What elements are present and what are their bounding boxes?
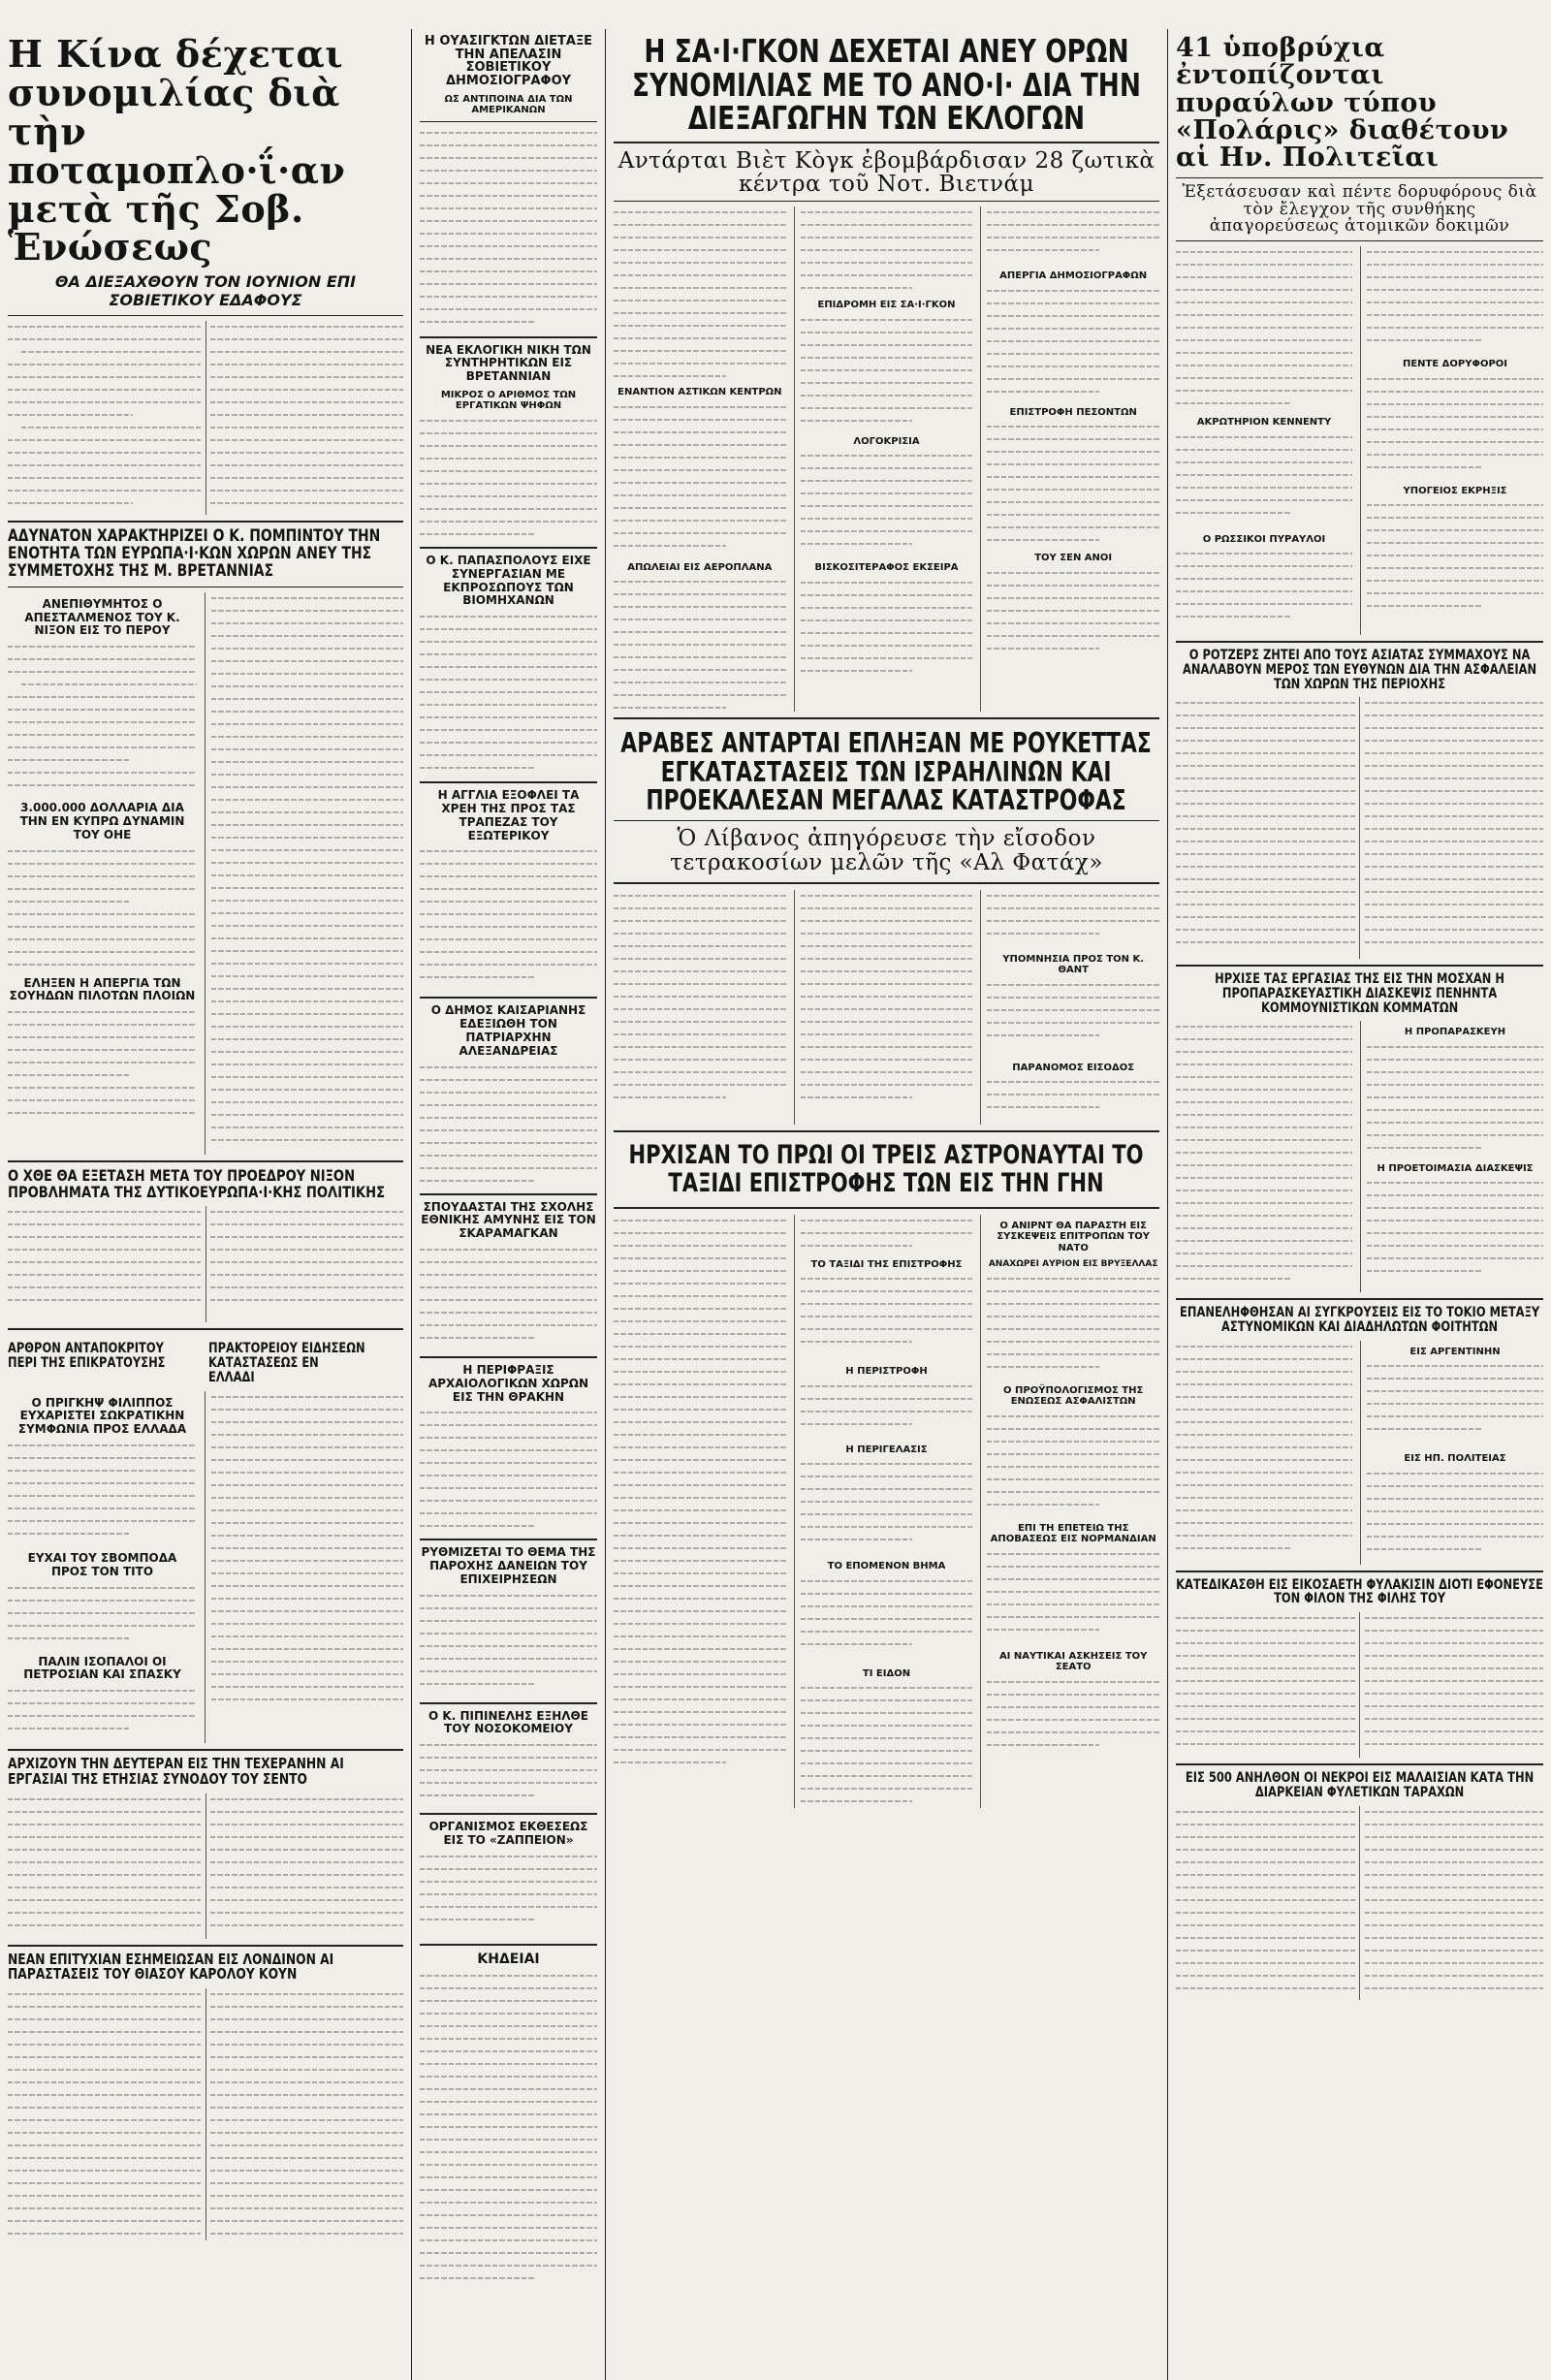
subhead-orbit: Η ΠΕΡΙΓΕΛΑΣΙΣ (845, 1444, 928, 1455)
left-subcolumn (8, 1391, 197, 1744)
right-subcolumn (205, 592, 403, 1155)
headline-rogers: Ο ΡΟΤΖΕΡΣ ΖΗΤΕΙ ΑΠΟ ΤΟΥΣ ΑΣΙΑΤΑΣ ΣΥΜΜΑΧΟΥΣ ΝΑ ΑΝΑΛΑΒΟΥΝ ΜΕΡΟΣ ΤΩΝ ΕΥΘΥΝΩΝ ΔΙΑ ΤΗΝ ΑΣΦΑΛΕΙΑΝ ΤΩΝ ΧΩΡΩΝ ΤΗΣ ΠΕΡΙΟΧΗΣ (1182, 648, 1537, 692)
story-row (1176, 246, 1543, 635)
divider (420, 121, 597, 122)
subhead-return-fallen: ΕΠΙΣΤΡΟΦΗ ΠΕΣΟΝΤΩΝ (1009, 406, 1137, 418)
subcolumn (794, 1215, 973, 1809)
article-body (801, 450, 973, 556)
article-body (614, 206, 786, 381)
article-body (420, 415, 597, 541)
lead-headline-polaris: 41 ὑποβρύχια ἐντοπίζονται πυραύλων τύπου «Πολάρις» διαθέτουν αἱ Ην. Πολιτεῖαι (1176, 33, 1509, 174)
article-body (801, 314, 973, 430)
article-body (987, 979, 1159, 1057)
divider (1176, 1763, 1543, 1765)
lead-headline-saigon: Η ΣΑ·Ι·ΓΚΟΝ ΔΕΧΕΤΑΙ ΑΝΕΥ ΟΡΩΝ ΣΥΝΟΜΙΛΙΑΣ ΜΕ ΤΟ ΑΝΟ·Ι· ΔΙΑ ΤΗΝ ΔΙΕΞΑΓΩΓΗΝ ΤΩΝ ΕΚΛΟΓΩΝ (632, 32, 1141, 138)
subhead-argentina: ΕΙΣ ΑΡΓΕΝΤΙΝΗΝ (1409, 1346, 1501, 1357)
column-4 (1168, 29, 1551, 2380)
subhead-underground-blast: ΥΠΟΓΕΙΟΣ ΕΚΡΗΞΙΣ (1403, 485, 1507, 496)
divider (1176, 1298, 1543, 1300)
article-body (801, 206, 973, 294)
article-body (614, 890, 786, 1113)
subhead-preparatory-conference: Η ΠΡΟΕΤΟΙΜΑΣΙΑ ΔΙΑΣΚΕΨΙΣ (1377, 1162, 1534, 1174)
headline-moscow-conference: ΗΡΧΙΣΕ ΤΑΣ ΕΡΓΑΣΙΑΣ ΤΗΣ ΕΙΣ ΤΗΝ ΜΟΣΧΑΝ Η ΠΡΟΠΑΡΑΣΚΕΥΑΣΤΙΚΗ ΔΙΑΣΚΕΨΙΣ ΠΕΝΗΝΤΑ ΚΟΜΜΟΥΝΙΣΤΙΚΩΝ ΚΟΜΜΑΤΩΝ (1215, 971, 1505, 1016)
headline-pair (8, 1336, 403, 1390)
subhead-labour-votes: ΜΙΚΡΟΣ Ο ΑΡΙΘΜΟΣ ΤΩΝ ΕΡΓΑΤΙΚΩΝ ΨΗΦΩΝ (440, 389, 577, 412)
divider (420, 997, 597, 999)
subhead-thant: ΥΠΟΜΝΗΣΙΑ ΠΡΟΣ ΤΟΝ Κ. ΘΑΝΤ (1002, 953, 1145, 976)
divider (8, 1328, 403, 1330)
subhead-what-they-saw: ΤΙ ΕΙΔΟΝ (862, 1667, 911, 1679)
divider (1176, 240, 1543, 241)
divider (8, 1945, 403, 1947)
divider (420, 1356, 597, 1358)
article-body (987, 1273, 1159, 1380)
subcolumn (1360, 1341, 1543, 1565)
article-body (801, 1575, 973, 1663)
article-body (987, 285, 1159, 401)
article-body (1367, 373, 1543, 480)
subhead-cape-kennedy: ΑΚΡΩΤΗΡΙΟΝ ΚΕΝΝΕΝΤΥ (1196, 417, 1332, 428)
article-body (8, 1006, 197, 1123)
subhead-journalists-strike: ΑΠΕΡΓΙΑ ΔΗΜΟΣΙΟΓΡΑΦΩΝ (999, 270, 1148, 282)
article-body (1176, 431, 1352, 528)
deck-vietcong: Αντάρται Βιὲτ Κὸγκ ἐβομβάρδισαν 28 ζωτικὰ κέντρα τοῦ Νοτ. Βιετνάμ (617, 147, 1155, 198)
divider (1176, 965, 1543, 967)
divider (1176, 177, 1543, 178)
headline-pipinelis: Ο Κ. ΠΙΠΙΝΕΛΗΣ ΕΞΗΛΘΕ ΤΟΥ ΝΟΣΟΚΟΜΕΙΟΥ (428, 1708, 588, 1736)
subhead-peru: ΑΝΕΠΙΘΥΜΗΤΟΣ Ο ΑΠΕΣΤΑΛΜΕΝΟΣ ΤΟΥ Κ. ΝΙΞΟΝ ΕΙΣ ΤΟ ΠΕΡΟΥ (24, 596, 180, 638)
column-3 (606, 29, 1168, 2380)
article-body (614, 401, 786, 556)
article-body (420, 1739, 597, 1807)
subhead-nato: Ο ΑΝΙΡΝΤ ΘΑ ΠΑΡΑΣΤΗ ΕΙΣ ΣΥΣΚΕΨΕΙΣ ΕΠΙΤΡΟΠΩΝ ΤΟΥ ΝΑΤΟ (997, 1220, 1151, 1253)
article-body (987, 1076, 1159, 1125)
article-body (987, 567, 1159, 664)
article-body (8, 1685, 197, 1743)
article-body (987, 206, 1159, 265)
subhead-reprisal: ΩΣ ΑΝΤΙΠΟΙΝΑ ΔΙΑ ΤΩΝ ΑΜΕΡΙΚΑΝΩΝ (444, 93, 573, 116)
headline-correspondent: ΑΡΘΡΟΝ ΑΝΤΑΠΟΚΡΙΤΟΥ ΠΕΡΙ ΤΗΣ ΕΠΙΚΡΑΤΟΥΣΗΣ (8, 1341, 166, 1372)
subhead-philip: Ο ΠΡΙΓΚΗΨ ΦΙΛΙΠΠΟΣ ΕΥΧΑΡΙΣΤΕΙ ΣΩΚΡΑΤΙΚΗΝ ΣΥΜΦΩΝΙΑ ΠΡΟΣ ΕΛΛΑΔΑ (17, 1395, 187, 1437)
article-body (614, 1215, 786, 1787)
divider (420, 336, 597, 338)
article-body (420, 127, 597, 331)
headline-arab-rockets: ΑΡΑΒΕΣ ΑΝΤΑΡΤΑΙ ΕΠΛΗΞΑΝ ΜΕ ΡΟΥΚΕΤΤΑΣ ΕΓΚΑΤΑΣΤΑΣΕΙΣ ΤΩΝ ΙΣΡΑΗΛΙΝΩΝ ΚΑΙ ΠΡΟΕΚΑΛΕΣΑΝ ΜΕΓΑΛΑΣ ΚΑΤΑΣΤΡΟΦΑΣ (620, 727, 1152, 816)
subhead-sen-anoi: ΤΟΥ ΣΕΝ ΑΝΟΙ (1034, 553, 1113, 564)
article-body (420, 611, 597, 776)
divider (1176, 641, 1543, 643)
divider (8, 1749, 403, 1751)
story-row (1176, 1341, 1543, 1565)
headline-kaisariani: Ο ΔΗΜΟΣ ΚΑΙΣΑΡΙΑΝΗΣ ΕΔΕΞΙΩΘΗ ΤΟΝ ΠΑΤΡΙΑΡΧΗΝ ΑΛΕΞΑΝΔΡΕΙΑΣ (430, 1003, 586, 1058)
divider (420, 1539, 597, 1540)
headline-papaspolous: Ο Κ. ΠΑΠΑΣΠΟΛΟΥΣ ΕΙΧΕ ΣΥΝΕΡΓΑΣΙΑΝ ΜΕ ΕΚΠΡΟΣΩΠΟΥΣ ΤΩΝ ΒΙΟΜΗΧΑΝΩΝ (426, 553, 591, 608)
divider (8, 521, 403, 523)
article-body (1176, 697, 1543, 959)
subhead-swedish-pilots: ΕΛΗΞΕΝ Η ΑΠΕΡΓΙΑ ΤΩΝ ΣΟΥΗΔΩΝ ΠΙΛΟΤΩΝ ΠΛΟΙΩΝ (9, 975, 196, 1003)
story-row (614, 890, 1159, 1126)
divider (614, 201, 1159, 202)
headline-nixon-europe: Ο ΧΘΕ ΘΑ ΕΞΕΤΑΣΗ ΜΕΤΑ ΤΟΥ ΠΡΟΕΔΡΟΥ ΝΙΞΟΝ ΠΡΟΒΛΗΜΑΤΑ ΤΗΣ ΔΥΤΙΚΟΕΥΡΩΠΑ·Ι·ΚΗΣ ΠΟΛΙΤΙΚΗΣ (8, 1165, 386, 1201)
article-body (1367, 1177, 1543, 1284)
subhead-petrosian: ΠΑΛΙΝ ΙΣΟΠΑΛΟΙ ΟΙ ΠΕΤΡΟΣΙΑΝ ΚΑΙ ΣΠΑΣΚΥ (23, 1654, 181, 1682)
subhead-insurers-budget: Ο ΠΡΟΫΠΟΛΟΓΙΣΜΟΣ ΤΗΣ ΕΝΩΣΕΩΣ ΑΣΦΑΛΙΣΤΩΝ (1003, 1384, 1144, 1408)
article-body (1367, 246, 1543, 353)
subhead-cyprus: 3.000.000 ΔΟΛΛΑΡΙΑ ΔΙΑ ΤΗΝ ΕΝ ΚΥΠΡΩ ΔΥΝΑΜΙΝ ΤΟΥ ΟΗΕ (19, 801, 185, 841)
story-row (614, 1215, 1159, 1809)
subhead-saigon-raid: ΕΠΙΔΡΟΜΗ ΕΙΣ ΣΑ·Ι·ΓΚΟΝ (817, 300, 956, 311)
article-body (801, 577, 973, 683)
divider (8, 315, 403, 316)
kicker-china: ΘΑ ΔΙΕΞΑΧΘΟΥΝ ΤΟΝ ΙΟΥΝΙΟΝ ΕΠΙ ΣΟΒΙΕΤΙΚΟΥ ΕΔΑΦΟΥΣ (54, 272, 357, 310)
article-body (1176, 548, 1352, 635)
article-body (420, 1062, 597, 1188)
article-body (8, 845, 197, 971)
article-body (8, 1440, 197, 1546)
headline-koun-theatre: ΝΕΑΝ ΕΠΙΤΥΧΙΑΝ ΕΣΗΜΕΙΩΣΑΝ ΕΙΣ ΛΟΝΔΙΝΟΝ ΑΙ ΠΑΡΑΣΤΑΣΕΙΣ ΤΟΥ ΘΙΑΣΟΥ ΚΑΡΟΛΟΥ ΚΟΥΝ (8, 1950, 334, 1983)
headline-news-agency: ΠΡΑΚΤΟΡΕΙΟΥ ΕΙΔΗΣΕΩΝ ΚΑΤΑΣΤΑΣΕΩΣ ΕΝ ΕΛΛΑΔΙ (208, 1341, 365, 1385)
article-body (1367, 1041, 1543, 1158)
story-row (614, 206, 1159, 712)
headline-funerals: ΚΗΔΕΙΑΙ (477, 1951, 540, 1967)
divider (614, 142, 1159, 143)
subhead-illegal-entry: ΠΑΡΑΝΟΜΟΣ ΕΙΣΟΔΟΣ (1012, 1062, 1135, 1073)
headline-tokyo-clashes: ΕΠΑΝΕΛΗΦΘΗΣΑΝ ΑΙ ΣΥΓΚΡΟΥΣΕΙΣ ΕΙΣ ΤΟ ΤΟΚΙΟ ΜΕΤΑΞΥ ΑΣΤΥΝΟΜΙΚΩΝ ΚΑΙ ΔΙΑΔΗΛΩΤΩΝ ΦΟΙΤΗΤΩΝ (1179, 1305, 1540, 1336)
column-1 (0, 29, 412, 2380)
left-subcolumn (8, 592, 197, 1155)
article-body (987, 421, 1159, 547)
subhead-brussels: ΑΝΑΧΩΡΕΙ ΑΥΡΙΟΝ ΕΙΣ ΒΡΥΞΕΛΛΑΣ (988, 1259, 1158, 1270)
article-body (1176, 1806, 1543, 2000)
headline-malaysia: ΕΙΣ 500 ΑΝΗΛΘΟΝ ΟΙ ΝΕΚΡΟΙ ΕΙΣ ΜΑΛΑΙΣΙΑΝ ΚΑΤΑ ΤΗΝ ΔΙΑΡΚΕΙΑΝ ΦΥΛΕΤΙΚΩΝ ΤΑΡΑΧΩΝ (1185, 1770, 1535, 1800)
divider (420, 1702, 597, 1704)
article-body (8, 1582, 197, 1650)
article-body (1176, 1612, 1543, 1758)
arab-rocket-block (614, 717, 1159, 883)
subcolumn (1176, 246, 1352, 635)
deck-satellites: Ἐξετάσευσαν καὶ πέντε δορυφόρους διὰ τὸν ἔλεγχον τῆς συνθήκης ἀπαγορεύσεως ἀτομικῶν δοκιμῶν (1182, 181, 1537, 237)
article-body (1367, 1360, 1543, 1447)
divider (614, 820, 1159, 821)
subhead-aircraft-losses: ΑΠΩΛΕΙΑΙ ΕΙΣ ΑΕΡΟΠΛΑΝΑ (627, 561, 773, 573)
article-body (1176, 1021, 1352, 1292)
article-body (420, 1970, 597, 2300)
article-body (420, 1244, 597, 1350)
article-body (211, 1391, 403, 1711)
story-row (8, 592, 403, 1155)
article-body (1367, 1468, 1543, 1565)
article-body (801, 1380, 973, 1439)
subhead-rotation: Η ΠΕΡΙΣΤΡΟΦΗ (845, 1366, 928, 1378)
article-body (8, 1988, 403, 2240)
article-body (801, 1682, 973, 1808)
divider (420, 781, 597, 783)
subcolumn (1176, 1341, 1352, 1565)
subhead-seato: ΑΙ ΝΑΥΤΙΚΑΙ ΑΣΚΗΣΕΙΣ ΤΟΥ ΣΕΑΤΟ (998, 1650, 1148, 1673)
headline-astronauts: ΗΡΧΙΣΑΝ ΤΟ ΠΡΩΙ ΟΙ ΤΡΕΙΣ ΑΣΤΡΟΝΑΥΤΑΙ ΤΟ ΤΑΞΙΔΙ ΕΠΙΣΤΡΟΦΗΣ ΤΩΝ ΕΙΣ ΤΗΝ ΓΗΝ (628, 1140, 1144, 1198)
story-row (1176, 1021, 1543, 1292)
story-row (8, 1391, 403, 1744)
article-body (987, 1548, 1159, 1645)
deck-lebanon: Ὁ Λίβανος ἀπηγόρευσε τὴν εἴσοδον τετρακοσίων μελῶν τῆς «Αλ Φατάχ» (670, 826, 1103, 875)
article-body (420, 1407, 597, 1533)
divider (420, 547, 597, 549)
column-2 (412, 29, 606, 2380)
article-body (801, 1458, 973, 1555)
subcolumn (980, 890, 1159, 1126)
subcolumn (614, 890, 786, 1126)
article-body (801, 1215, 973, 1253)
headline-twenty-years: ΚΑΤΕΔΙΚΑΣΘΗ ΕΙΣ ΕΙΚΟΣΑΕΤΗ ΦΥΛΑΚΙΣΙΝ ΔΙΟΤΙ ΕΦΟΝΕΥΣΕ ΤΟΝ ΦΙΛΟΝ ΤΗΣ ΦΙΛΗΣ ΤΟΥ (1176, 1576, 1544, 1607)
article-body (801, 1273, 973, 1360)
subcolumn (614, 206, 786, 712)
article-body (420, 845, 597, 991)
article-body (801, 890, 973, 1113)
astronauts-block (614, 1130, 1159, 1209)
headline-britain-debts: Η ΑΓΓΛΙΑ ΕΞΟΦΛΕΙ ΤΑ ΧΡΕΗ ΤΗΣ ΠΡΟΣ ΤΑΣ ΤΡΑΠΕΖΑΣ ΤΟΥ ΕΞΩΤΕΡΙΚΟΥ (437, 788, 580, 842)
subhead-next-step: ΤΟ ΕΠΟΜΕΝΟΝ ΒΗΜΑ (827, 1561, 946, 1572)
subhead-russian-missiles: Ο ΡΩΣΣΙΚΟΙ ΠΥΡΑΥΛΟΙ (1202, 533, 1326, 545)
right-subcolumn (205, 1391, 403, 1744)
article-body (987, 1676, 1159, 1763)
headline-defense-school: ΣΠΟΥΔΑΣΤΑΙ ΤΗΣ ΣΧΟΛΗΣ ΕΘΝΙΚΗΣ ΑΜΥΝΗΣ ΕΙΣ ΤΟΝ ΣΚΑΡΑΜΑΓΚΑΝ (421, 1199, 596, 1241)
lead-headline-china: Η Κίνα δέχεται συνομιλίας διὰ τὴν ποταμοπλο·ΐ·αν μετὰ τῆς Σοβ. Ἑνώσεως (8, 32, 346, 270)
headline-soviet-journalist: Η ΟΥΑΣΙΓΚΤΩΝ ΔΙΕΤΑΞΕ ΤΗΝ ΑΠΕΛΑΣΙΝ ΣΟΒΙΕΤΙΚΟΥ ΔΗΜΟΣΙΟΓΡΑΦΟΥ (424, 34, 593, 88)
divider (8, 1160, 403, 1162)
article-body (420, 1590, 597, 1697)
subhead-urban-centers: ΕΝΑΝΤΙΟΝ ΑΣΤΙΚΩΝ ΚΕΝΤΡΩΝ (617, 387, 782, 398)
headline-conservatives: ΝΕΑ ΕΚΛΟΓΙΚΗ ΝΙΚΗ ΤΩΝ ΣΥΝΤΗΡΗΤΙΚΩΝ ΕΙΣ ΒΡΕΤΑΝΝΙΑΝ (426, 342, 591, 384)
subhead-five-satellites: ΠΕΝΤΕ ΔΟΡΥΦΟΡΟΙ (1402, 359, 1508, 370)
article-body (8, 1206, 403, 1322)
article-body (1176, 1341, 1352, 1564)
article-body (8, 321, 403, 515)
article-body (211, 592, 403, 1155)
subcolumn (980, 1215, 1159, 1809)
subcolumn (1360, 1021, 1543, 1292)
subhead-us-states: ΕΙΣ ΗΠ. ΠΟΛΙΤΕΙΑΣ (1404, 1453, 1506, 1465)
subhead-svoboda: ΕΥΧΑΙ ΤΟΥ ΣΒΟΜΠΟΔΑ ΠΡΟΣ ΤΟΝ ΤΙΤΟ (27, 1550, 177, 1578)
headline-thrace: Η ΠΕΡΙΦΡΑΞΙΣ ΑΡΧΑΙΟΛΟΓΙΚΩΝ ΧΩΡΩΝ ΕΙΣ ΤΗΝ ΘΡΑΚΗΝ (427, 1362, 589, 1404)
headline-pompidou: ΑΔΥΝΑΤΟΝ ΧΑΡΑΚΤΗΡΙΖΕΙ Ο Κ. ΠΟΜΠΙΝΤΟΥ ΤΗΝ ΕΝΟΤΗΤΑ ΤΩΝ ΕΥΡΩΠΑ·Ι·ΚΩΝ ΧΩΡΩΝ ΑΝΕΥ ΤΗΣ ΣΥΜΜΕΤΟΧΗΣ ΤΗΣ Μ. ΒΡΕΤΑΝΝΙΑΣ (8, 526, 381, 582)
divider (420, 1193, 597, 1195)
headline-cento: ΑΡΧΙΖΟΥΝ ΤΗΝ ΔΕΥΤΕΡΑΝ ΕΙΣ ΤΗΝ ΤΕΧΕΡΑΝΗΝ ΑΙ ΕΡΓΑΣΙΑΙ ΤΗΣ ΕΤΗΣΙΑΣ ΣΥΝΟΔΟΥ ΤΟΥ ΣΕΝΤΟ (8, 1755, 344, 1788)
subcolumn (1176, 1021, 1352, 1292)
subcolumn (1360, 246, 1543, 635)
article-body (614, 576, 786, 712)
article-body (8, 641, 197, 796)
divider (1176, 1571, 1543, 1572)
subcolumn (794, 890, 973, 1126)
headline-zappeion: ΟΡΓΑΝΙΣΜΟΣ ΕΚΘΕΣΕΩΣ ΕΙΣ ΤΟ «ΖΑΠΠΕΙΟΝ» (428, 1820, 588, 1848)
article-body (987, 1411, 1159, 1517)
subhead-return-trip: ΤΟ ΤΑΞΙΔΙ ΤΗΣ ΕΠΙΣΤΡΟΦΗΣ (810, 1258, 963, 1270)
article-body (987, 890, 1159, 948)
article-body (1367, 499, 1543, 616)
subhead-preparation: Η ΠΡΟΠΑΡΑΣΚΕΥΗ (1404, 1027, 1506, 1038)
subcolumn (794, 206, 973, 712)
subcolumn (614, 1215, 786, 1809)
divider (420, 1944, 597, 1946)
subhead-viscosity: ΒΙΣΚΟΣΙΤΕΡΑΦΟΣ ΕΚΣΕΙΡΑ (814, 562, 959, 574)
article-body (420, 1851, 597, 1938)
article-body (8, 1793, 403, 1939)
headline-loans: ΡΥΘΜΙΖΕΤΑΙ ΤΟ ΘΕΜΑ ΤΗΣ ΠΑΡΟΧΗΣ ΔΑΝΕΙΩΝ ΤΟΥ ΕΠΙΧΕΙΡΗΣΕΩΝ (421, 1545, 596, 1586)
article-body (1176, 246, 1352, 411)
subcolumn (980, 206, 1159, 712)
divider (420, 1813, 597, 1815)
subhead-normandy: ΕΠΙ ΤΗ ΕΠΕΤΕΙΩ ΤΗΣ ΑΠΟΒΑΣΕΩΣ ΕΙΣ ΝΟΡΜΑΝΔΙΑΝ (990, 1522, 1156, 1545)
subhead-censorship: ΛΟΓΟΚΡΙΣΙΑ (853, 435, 920, 447)
